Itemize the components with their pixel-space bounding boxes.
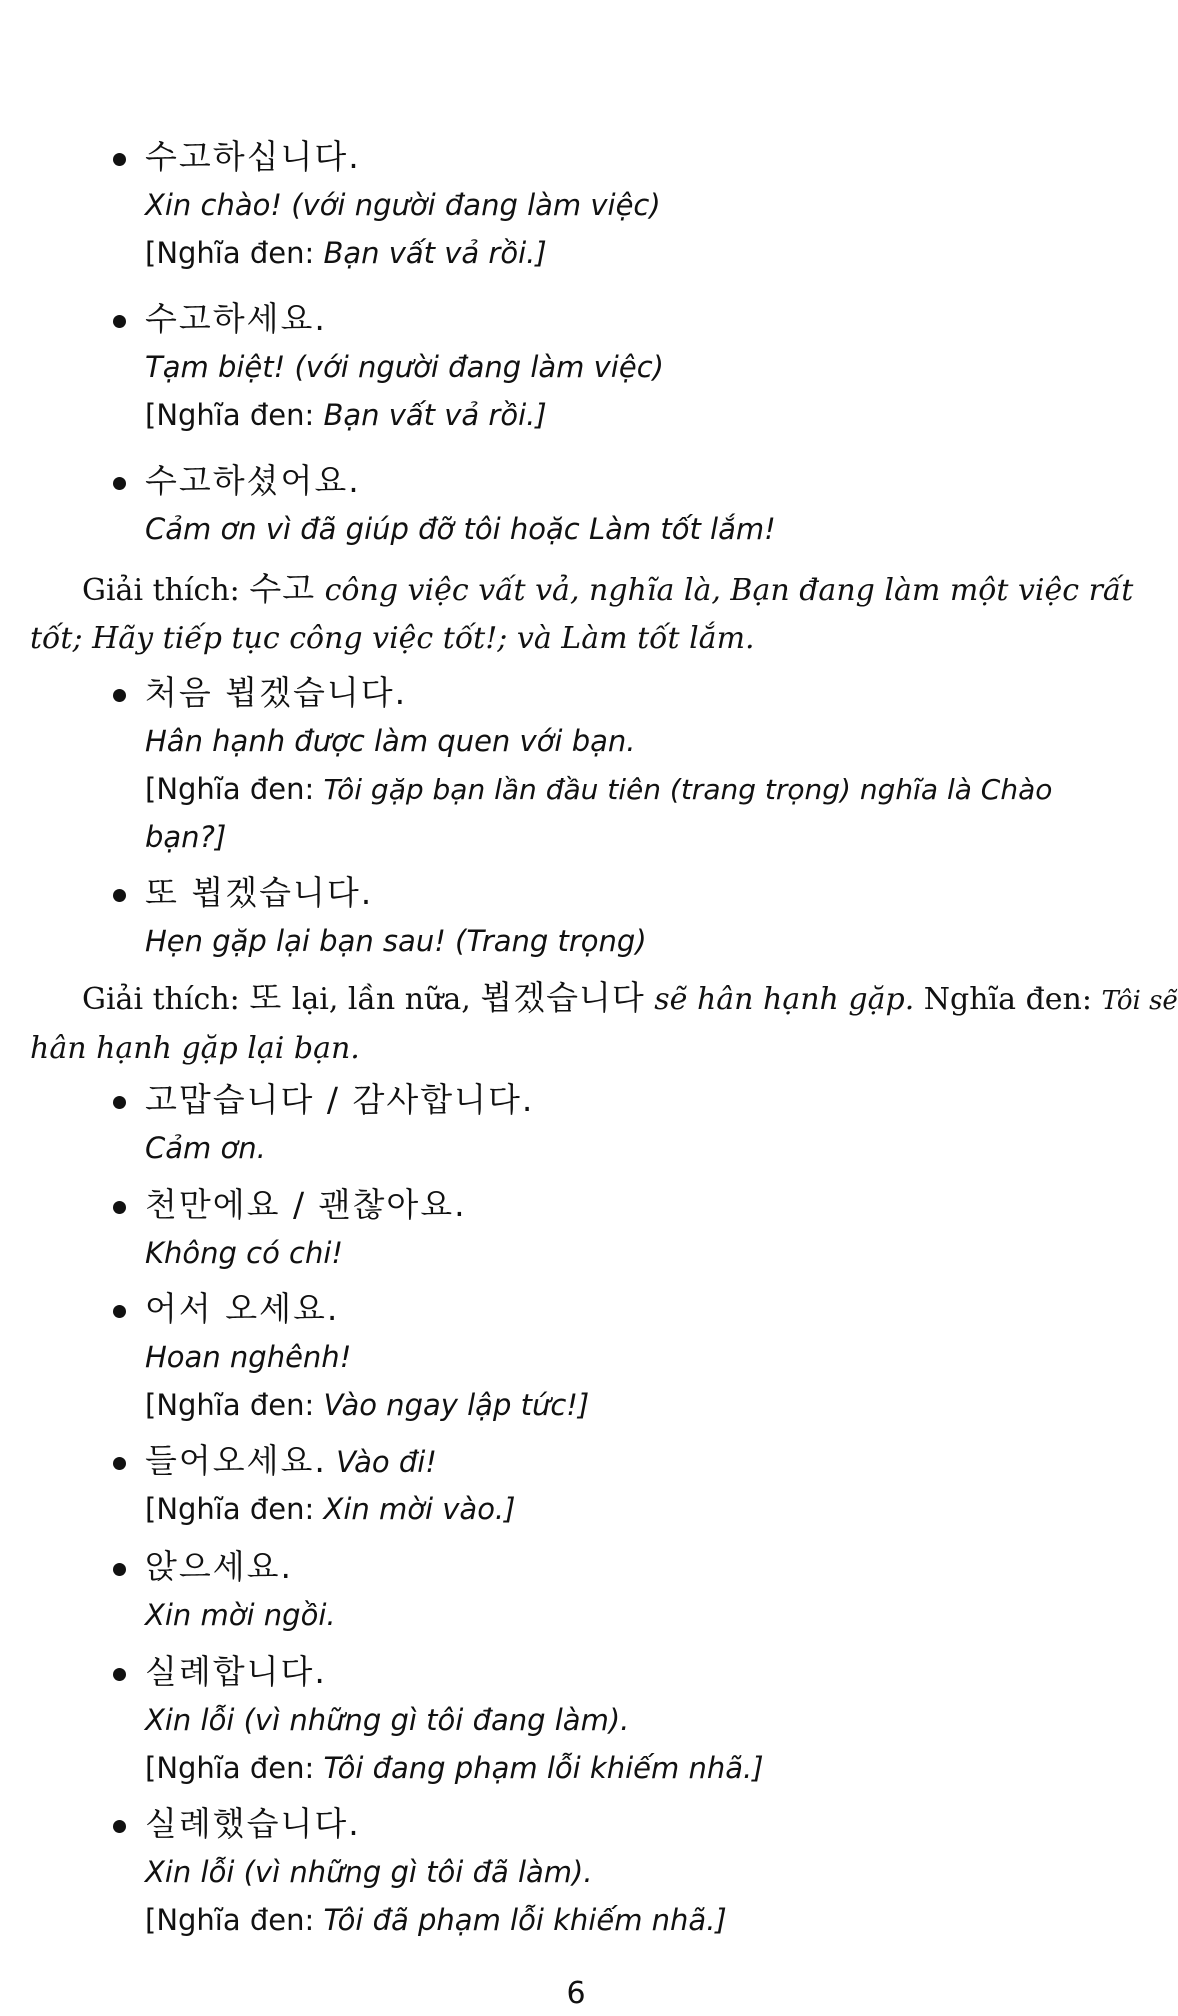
- bullet-icon: [113, 1563, 126, 1576]
- korean-phrase: 또 뵙겠습니다.: [145, 873, 374, 912]
- literal-meaning: [Nghĩa đen: Tôi đang phạm lỗi khiếm nhã.]: [145, 1751, 764, 1785]
- phrase-meaning: Không có chi!: [145, 1236, 344, 1270]
- phrase-entry: [145, 1076, 1145, 1172]
- korean-phrase: 천만에요 / 괜찮아요.: [145, 1185, 467, 1224]
- literal-meaning: [Nghĩa đen: Bạn vất vả rồi.]: [145, 398, 547, 432]
- explanation-paragraph: Giải thích: 또 lại, lần nữa, 뵙겠습니다 sẽ hân hạnh gặp. Nghĩa đen: Tôi sẽ hân hạnh gặp lại bạn.: [30, 978, 1178, 1066]
- phrase-meaning: Cảm ơn vì đã giúp đỡ tôi hoặc Làm tốt lắm!: [145, 512, 776, 546]
- phrase-entry: [145, 1181, 1145, 1277]
- phrase-entry: [145, 869, 1145, 965]
- bullet-icon: [113, 477, 126, 490]
- bullet-icon: [113, 315, 126, 328]
- korean-phrase: 처음 뵙겠습니다.: [145, 673, 408, 712]
- korean-phrase: 실례했습니다.: [145, 1804, 361, 1843]
- phrase-meaning: Xin chào! (với người đang làm việc): [145, 188, 661, 222]
- korean-phrase: 들어오세요. Vào đi!: [145, 1441, 437, 1480]
- bullet-icon: [113, 1305, 126, 1318]
- bullet-icon: [113, 889, 126, 902]
- phrase-entry: [145, 669, 1145, 861]
- bullet-icon: [113, 1096, 126, 1109]
- page-number: 6: [566, 1976, 586, 2011]
- phrase-meaning: Hẹn gặp lại bạn sau! (Trang trọng): [145, 924, 647, 958]
- phrase-entry: [145, 1543, 1145, 1639]
- phrase-entry: [145, 1437, 1145, 1533]
- literal-meaning: [Nghĩa đen: Xin mời vào.]: [145, 1492, 516, 1526]
- phrase-meaning: Xin lỗi (vì những gì tôi đã làm).: [145, 1855, 593, 1889]
- korean-phrase: 실례합니다.: [145, 1652, 327, 1691]
- phrase-entry: [145, 295, 1145, 439]
- korean-phrase: 수고하셨어요.: [145, 461, 361, 500]
- literal-meaning: [Nghĩa đen: Vào ngay lập tức!]: [145, 1388, 590, 1422]
- phrase-entry: [145, 1648, 1145, 1792]
- phrase-meaning: Xin mời ngồi.: [145, 1598, 336, 1632]
- literal-meaning: [Nghĩa đen: Bạn vất vả rồi.]: [145, 236, 547, 270]
- bullet-icon: [113, 1668, 126, 1681]
- phrase-meaning: Tạm biệt! (với người đang làm việc): [145, 350, 664, 384]
- phrase-meaning: Hân hạnh được làm quen với bạn.: [145, 724, 636, 758]
- literal-meaning: [Nghĩa đen: Tôi đã phạm lỗi khiếm nhã.]: [145, 1903, 727, 1937]
- korean-phrase: 앉으세요.: [145, 1547, 294, 1586]
- phrase-meaning: Xin lỗi (vì những gì tôi đang làm).: [145, 1703, 630, 1737]
- bullet-icon: [113, 1201, 126, 1214]
- phrase-meaning: Hoan nghênh!: [145, 1340, 352, 1374]
- bullet-icon: [113, 153, 126, 166]
- korean-phrase: 수고하세요.: [145, 299, 327, 338]
- phrase-entry: [145, 1285, 1145, 1429]
- bullet-icon: [113, 1457, 126, 1470]
- phrase-entry: [145, 133, 1145, 277]
- literal-meaning-cont: bạn?]: [145, 820, 227, 854]
- bullet-icon: [113, 689, 126, 702]
- explanation-paragraph: Giải thích: 수고 công việc vất vả, nghĩa là, Bạn đang làm một việc rất tốt; Hãy tiếp tục công việc tốt!; và Làm tốt lắm.: [30, 569, 1134, 656]
- phrase-entry: [145, 457, 1145, 553]
- korean-phrase: 수고하십니다.: [145, 137, 361, 176]
- phrase-entry: [145, 1800, 1145, 1944]
- korean-phrase: 고맙습니다 / 감사합니다.: [145, 1080, 535, 1119]
- bullet-icon: [113, 1820, 126, 1833]
- phrase-meaning: Cảm ơn.: [145, 1131, 266, 1165]
- korean-phrase: 어서 오세요.: [145, 1289, 340, 1328]
- literal-meaning: [Nghĩa đen: Tôi gặp bạn lần đầu tiên (trang trọng) nghĩa là Chào: [145, 772, 1053, 806]
